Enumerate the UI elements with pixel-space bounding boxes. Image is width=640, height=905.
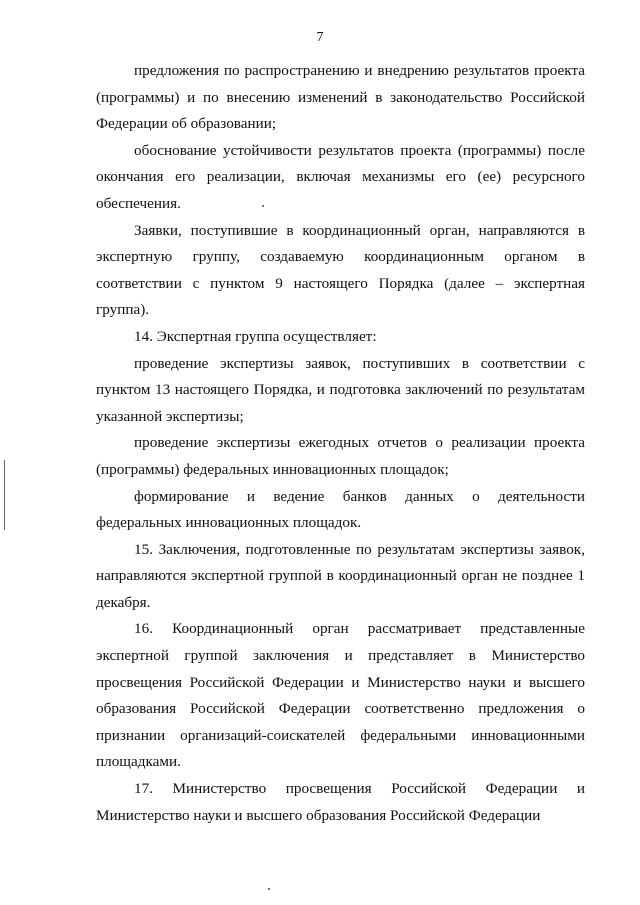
- paragraph-sustainability: обоснование устойчивости результатов проекта (программы) после окончания его реализации, включая механизмы его (ее) ресурсного обеспечения.: [96, 141, 585, 212]
- paragraph-proposals: предложения по распространению и внедрению результатов проекта (программы) и по внесению изменений в законодательство Российской Федерации об образовании;: [96, 62, 585, 133]
- page-number: 7: [316, 30, 324, 45]
- paragraph-expertise-reports: проведение экспертизы ежегодных отчетов о реализации проекта (программы) федеральных инновационных площадок;: [96, 434, 585, 478]
- paragraph-expertise-applications: проведение экспертизы заявок, поступивших в соответствии с пунктом 13 настоящего Порядка, и подготовка заключений по результатам указанной экспертизы;: [96, 354, 585, 425]
- paragraph-item-15: 15. Заключения, подготовленные по результатам экспертизы заявок, направляются экспертной группой в координационный орган не позднее 1 декабря.: [96, 540, 585, 611]
- paragraph-databanks: формирование и ведение банков данных о деятельности федеральных инновационных площадок.: [96, 487, 585, 532]
- paragraph-item-17: 17. Министерство просвещения Российской Федерации и Министерство науки и высшего образования Российской Федерации: [96, 780, 585, 824]
- document-body: [96, 58, 585, 829]
- scan-edge-mark: [4, 460, 5, 530]
- paragraph-item-14: 14. Экспертная группа осуществляет:: [134, 327, 377, 345]
- scan-speck: [262, 205, 264, 207]
- paragraph-applications: Заявки, поступившие в координационный орган, направляются в экспертную группу, создаваемую координационным органом в соответствии с пунктом 9 настоящего Порядка (далее – экспертная группа).: [96, 221, 585, 319]
- paragraph-item-16: 16. Координационный орган рассматривает представленные экспертной группой заключения и представляет в Министерство просвещения Российской Федерации и Министерство науки и высшего образования Российской Федерации соответственно предложения о признании организаций-соискателей федеральными инновационными площадками.: [96, 620, 585, 771]
- scan-speck: [268, 888, 270, 890]
